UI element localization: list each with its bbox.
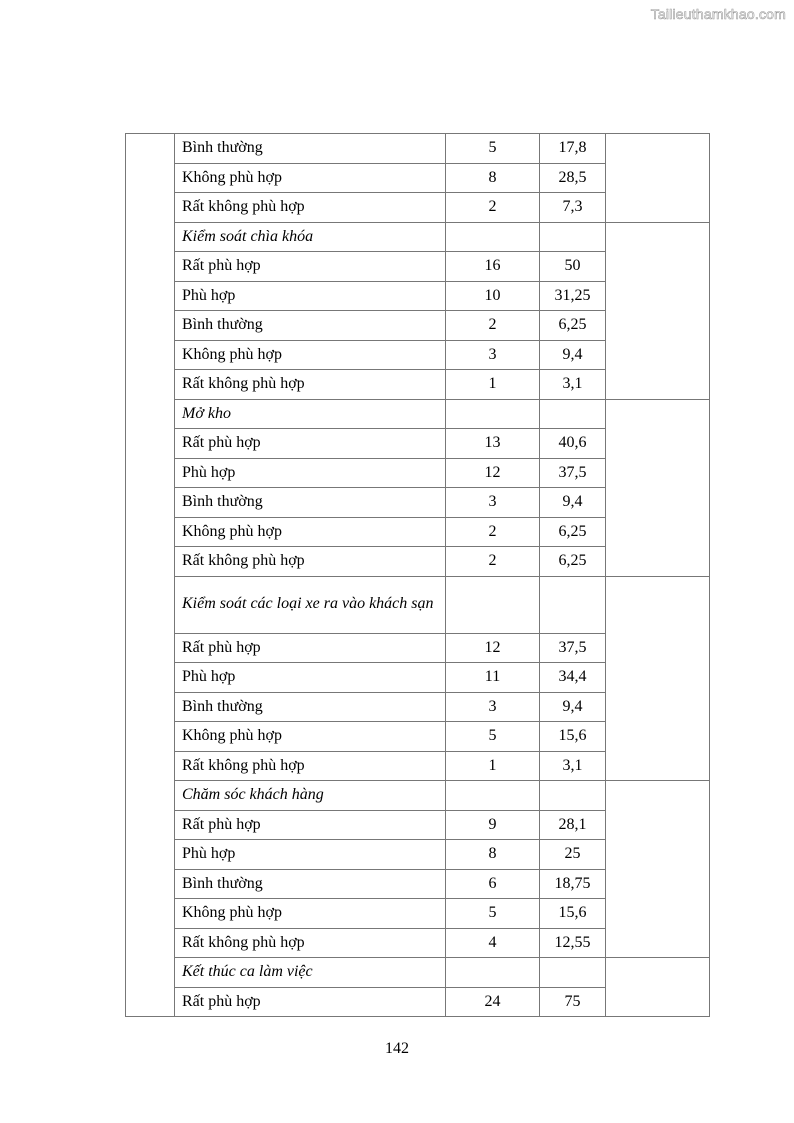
empty-count-cell <box>446 958 540 988</box>
row-count: 12 <box>446 458 540 488</box>
section-title: Chăm sóc khách hàng <box>175 781 446 811</box>
row-count: 6 <box>446 869 540 899</box>
row-label: Phù hợp <box>175 281 446 311</box>
row-label: Rất không phù hợp <box>175 751 446 781</box>
row-percent: 31,25 <box>540 281 606 311</box>
section-title: Mở kho <box>175 399 446 429</box>
row-percent: 34,4 <box>540 663 606 693</box>
section-header-row <box>126 399 710 429</box>
row-count: 13 <box>446 429 540 459</box>
section-title: Kết thúc ca làm việc <box>175 958 446 988</box>
watermark: Tailieuthamkhao.com <box>650 6 786 22</box>
row-label: Rất không phù hợp <box>175 928 446 958</box>
row-percent: 50 <box>540 252 606 282</box>
section-header-row <box>126 781 710 811</box>
row-percent: 6,25 <box>540 547 606 577</box>
row-percent: 7,3 <box>540 193 606 223</box>
section-header-row <box>126 222 710 252</box>
row-label: Không phù hợp <box>175 899 446 929</box>
section-header-row <box>126 958 710 988</box>
row-count: 5 <box>446 134 540 164</box>
row-label: Phù hợp <box>175 840 446 870</box>
row-label: Rất phù hợp <box>175 252 446 282</box>
row-label: Rất không phù hợp <box>175 547 446 577</box>
row-count: 1 <box>446 751 540 781</box>
row-percent: 25 <box>540 840 606 870</box>
empty-count-cell <box>446 781 540 811</box>
row-count: 2 <box>446 547 540 577</box>
row-count: 1 <box>446 370 540 400</box>
empty-count-cell <box>446 222 540 252</box>
row-label: Phù hợp <box>175 663 446 693</box>
row-label: Không phù hợp <box>175 517 446 547</box>
section-title: Kiểm soát chìa khóa <box>175 222 446 252</box>
row-percent: 28,5 <box>540 163 606 193</box>
row-percent: 9,4 <box>540 692 606 722</box>
row-label: Rất không phù hợp <box>175 370 446 400</box>
row-label: Không phù hợp <box>175 340 446 370</box>
empty-percent-cell <box>540 399 606 429</box>
row-count: 8 <box>446 840 540 870</box>
row-count: 5 <box>446 899 540 929</box>
left-margin-column <box>126 134 175 1017</box>
row-label: Rất không phù hợp <box>175 193 446 223</box>
empty-percent-cell <box>540 781 606 811</box>
row-percent: 37,5 <box>540 458 606 488</box>
empty-percent-cell <box>540 576 606 633</box>
row-count: 12 <box>446 633 540 663</box>
row-count: 5 <box>446 722 540 752</box>
survey-table <box>125 133 710 1017</box>
row-percent: 37,5 <box>540 633 606 663</box>
row-label: Bình thường <box>175 311 446 341</box>
row-count: 10 <box>446 281 540 311</box>
row-label: Rất phù hợp <box>175 633 446 663</box>
row-count: 24 <box>446 987 540 1017</box>
row-count: 2 <box>446 517 540 547</box>
row-count: 3 <box>446 340 540 370</box>
group-notes-cell <box>606 222 710 399</box>
group-notes-cell <box>606 576 710 781</box>
row-count: 4 <box>446 928 540 958</box>
row-count: 16 <box>446 252 540 282</box>
row-percent: 15,6 <box>540 722 606 752</box>
row-label: Bình thường <box>175 488 446 518</box>
row-percent: 9,4 <box>540 340 606 370</box>
empty-count-cell <box>446 576 540 633</box>
row-percent: 6,25 <box>540 311 606 341</box>
row-percent: 17,8 <box>540 134 606 164</box>
row-percent: 9,4 <box>540 488 606 518</box>
row-percent: 28,1 <box>540 810 606 840</box>
row-label: Phù hợp <box>175 458 446 488</box>
empty-percent-cell <box>540 958 606 988</box>
row-count: 3 <box>446 692 540 722</box>
row-label: Rất phù hợp <box>175 987 446 1017</box>
row-percent: 75 <box>540 987 606 1017</box>
group-notes-cell <box>606 781 710 958</box>
section-header-row <box>126 576 710 633</box>
empty-percent-cell <box>540 222 606 252</box>
group-notes-cell <box>606 958 710 1017</box>
row-label: Bình thường <box>175 869 446 899</box>
empty-count-cell <box>446 399 540 429</box>
row-count: 3 <box>446 488 540 518</box>
row-label: Bình thường <box>175 134 446 164</box>
row-percent: 3,1 <box>540 751 606 781</box>
row-label: Rất phù hợp <box>175 429 446 459</box>
row-label: Rất phù hợp <box>175 810 446 840</box>
group-notes-cell <box>606 399 710 576</box>
row-percent: 6,25 <box>540 517 606 547</box>
row-percent: 3,1 <box>540 370 606 400</box>
row-percent: 12,55 <box>540 928 606 958</box>
row-label: Bình thường <box>175 692 446 722</box>
row-percent: 15,6 <box>540 899 606 929</box>
survey-table-body <box>126 134 710 1017</box>
group-notes-cell <box>606 134 710 223</box>
row-percent: 18,75 <box>540 869 606 899</box>
table-row <box>126 134 710 164</box>
row-label: Không phù hợp <box>175 722 446 752</box>
page-number: 142 <box>385 1040 409 1057</box>
row-count: 8 <box>446 163 540 193</box>
row-count: 9 <box>446 810 540 840</box>
row-count: 11 <box>446 663 540 693</box>
row-percent: 40,6 <box>540 429 606 459</box>
row-label: Không phù hợp <box>175 163 446 193</box>
row-count: 2 <box>446 311 540 341</box>
row-count: 2 <box>446 193 540 223</box>
section-title: Kiểm soát các loại xe ra vào khách sạn <box>175 576 446 633</box>
